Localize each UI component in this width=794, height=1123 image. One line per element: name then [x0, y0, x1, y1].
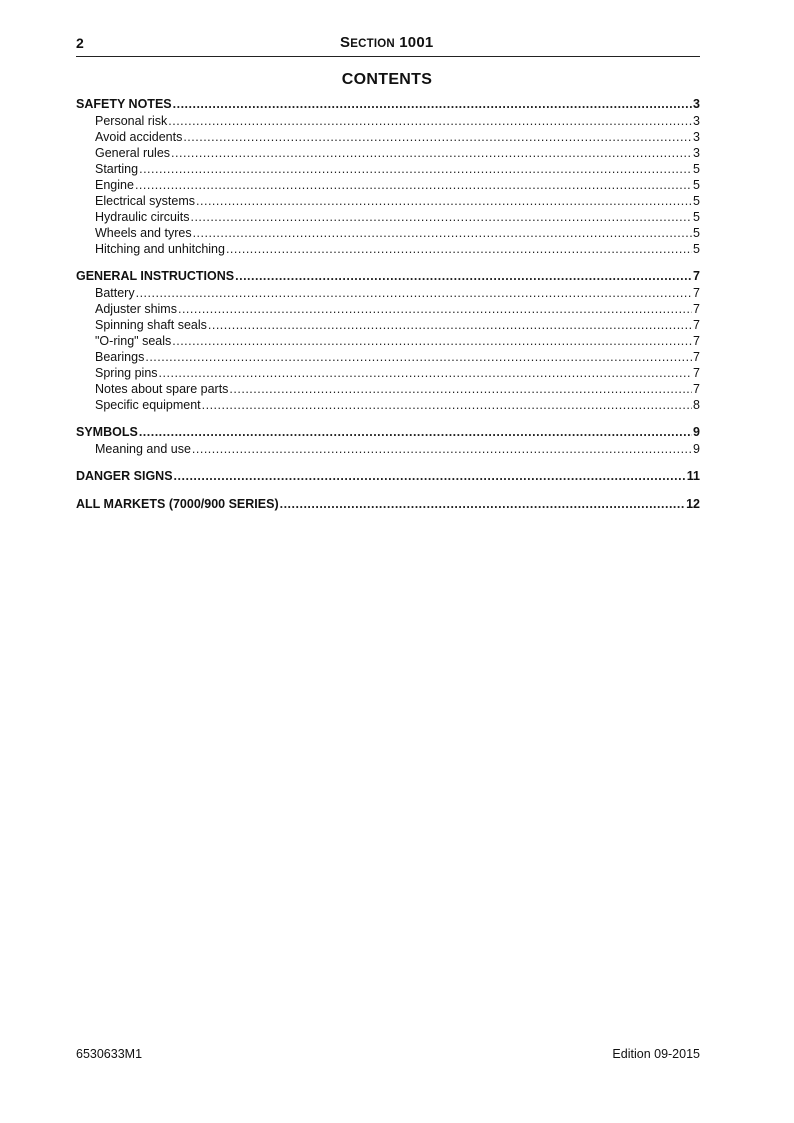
toc-entry-title: Spring pins	[95, 366, 158, 380]
toc-entry-title: Electrical systems	[95, 194, 196, 208]
toc-entry[interactable]	[76, 209, 700, 225]
toc-heading-title: GENERAL INSTRUCTIONS	[76, 269, 235, 283]
toc-entry-title: Battery	[95, 286, 135, 300]
toc-entry-page: 7	[693, 318, 700, 332]
dot-leader	[280, 496, 685, 513]
toc-entry-title: General rules	[95, 146, 171, 160]
toc-entry[interactable]	[76, 193, 700, 209]
toc-entry-page: 8	[693, 398, 700, 412]
dot-leader	[171, 145, 692, 161]
dot-leader	[229, 381, 692, 397]
toc-entry-title: Starting	[95, 162, 139, 176]
dot-leader	[192, 441, 692, 457]
toc-entry-page: 5	[693, 242, 700, 256]
toc-heading[interactable]	[76, 96, 700, 113]
toc-entry-page: 7	[693, 334, 700, 348]
dot-leader	[193, 225, 692, 241]
toc-section	[76, 268, 700, 413]
toc-entry[interactable]	[76, 129, 700, 145]
toc-entry-page: 5	[693, 210, 700, 224]
toc-section	[76, 468, 700, 485]
toc-heading-title: ALL MARKETS (7000/900 SERIES)	[76, 497, 279, 511]
toc-entry-page: 7	[693, 382, 700, 396]
toc-entry-page: 5	[693, 178, 700, 192]
toc-entry[interactable]	[76, 441, 700, 457]
toc-heading-page: 11	[686, 469, 700, 483]
toc-entry[interactable]	[76, 317, 700, 333]
toc-heading-title: SAFETY NOTES	[76, 97, 172, 111]
toc-entry-page: 7	[693, 350, 700, 364]
toc-entry[interactable]	[76, 113, 700, 129]
toc-entry[interactable]	[76, 349, 700, 365]
toc-entry-title: Engine	[95, 178, 134, 192]
footer-doc-code: 6530633M1	[76, 1047, 143, 1061]
toc-entry[interactable]	[76, 381, 700, 397]
toc-heading-page: 12	[686, 497, 700, 511]
dot-leader	[174, 468, 686, 485]
dot-leader	[173, 96, 692, 113]
toc-entry[interactable]	[76, 241, 700, 257]
toc-heading-title: SYMBOLS	[76, 425, 138, 439]
dot-leader	[226, 241, 692, 257]
toc-entry-page: 5	[693, 162, 700, 176]
dot-leader	[235, 268, 692, 285]
toc-entry-title: Spinning shaft seals	[95, 318, 207, 332]
dot-leader	[145, 349, 692, 365]
dot-leader	[139, 424, 692, 441]
toc-entry-page: 5	[693, 226, 700, 240]
header-rule	[76, 56, 700, 57]
contents-title: CONTENTS	[341, 71, 433, 88]
toc-entry-title: Specific equipment	[95, 398, 201, 412]
section-title	[340, 34, 433, 51]
toc-entry-page: 3	[693, 130, 700, 144]
toc-entry[interactable]	[76, 145, 700, 161]
toc-entry[interactable]	[76, 225, 700, 241]
dot-leader	[135, 177, 692, 193]
toc-entry-title: Hydraulic circuits	[95, 210, 190, 224]
toc-entry-page: 7	[693, 366, 700, 380]
dot-leader	[159, 365, 693, 381]
toc-entry-title: "O-ring" seals	[95, 334, 172, 348]
section-title-smallcaps: ECTION	[350, 38, 395, 50]
toc-entry-title: Personal risk	[95, 114, 168, 128]
page-number: 2	[76, 35, 84, 51]
dot-leader	[183, 129, 692, 145]
section-title-prefix: S	[340, 34, 351, 51]
dot-leader	[196, 193, 692, 209]
toc-entry[interactable]	[76, 285, 700, 301]
toc-entry-title: Bearings	[95, 350, 145, 364]
toc-heading[interactable]	[76, 468, 700, 485]
toc-entry-page: 3	[693, 146, 700, 160]
toc-heading[interactable]	[76, 424, 700, 441]
toc-heading-page: 9	[693, 425, 700, 439]
toc-section	[76, 96, 700, 257]
toc-entry-page: 7	[693, 302, 700, 316]
dot-leader	[139, 161, 692, 177]
toc-entry[interactable]	[76, 365, 700, 381]
toc-entry-title: Notes about spare parts	[95, 382, 229, 396]
toc-section	[76, 496, 700, 513]
toc-heading-page: 7	[693, 269, 700, 283]
toc-entry[interactable]	[76, 397, 700, 413]
toc-entry-title: Hitching and unhitching	[95, 242, 225, 256]
section-title-number: 1001	[394, 34, 434, 51]
toc-entry[interactable]	[76, 333, 700, 349]
dot-leader	[190, 209, 692, 225]
dot-leader	[168, 113, 692, 129]
toc-entry-title: Avoid accidents	[95, 130, 183, 144]
toc-heading-title: DANGER SIGNS	[76, 469, 173, 483]
toc-heading[interactable]	[76, 268, 700, 285]
dot-leader	[208, 317, 692, 333]
footer-edition: Edition 09-2015	[612, 1047, 700, 1061]
dot-leader	[178, 301, 692, 317]
toc-entry-page: 5	[693, 194, 700, 208]
toc-entry[interactable]	[76, 301, 700, 317]
toc-entry-page: 9	[693, 442, 700, 456]
dot-leader	[172, 333, 692, 349]
toc-entry[interactable]	[76, 177, 700, 193]
toc-entry-page: 3	[693, 114, 700, 128]
table-of-contents	[76, 96, 700, 524]
toc-section	[76, 424, 700, 457]
toc-entry-title: Wheels and tyres	[95, 226, 192, 240]
toc-heading[interactable]	[76, 496, 700, 513]
toc-entry-title: Meaning and use	[95, 442, 191, 456]
toc-entry[interactable]	[76, 161, 700, 177]
toc-entry-title: Adjuster shims	[95, 302, 177, 316]
dot-leader	[136, 285, 692, 301]
dot-leader	[202, 397, 692, 413]
toc-entry-page: 7	[693, 286, 700, 300]
toc-heading-page: 3	[693, 97, 700, 111]
